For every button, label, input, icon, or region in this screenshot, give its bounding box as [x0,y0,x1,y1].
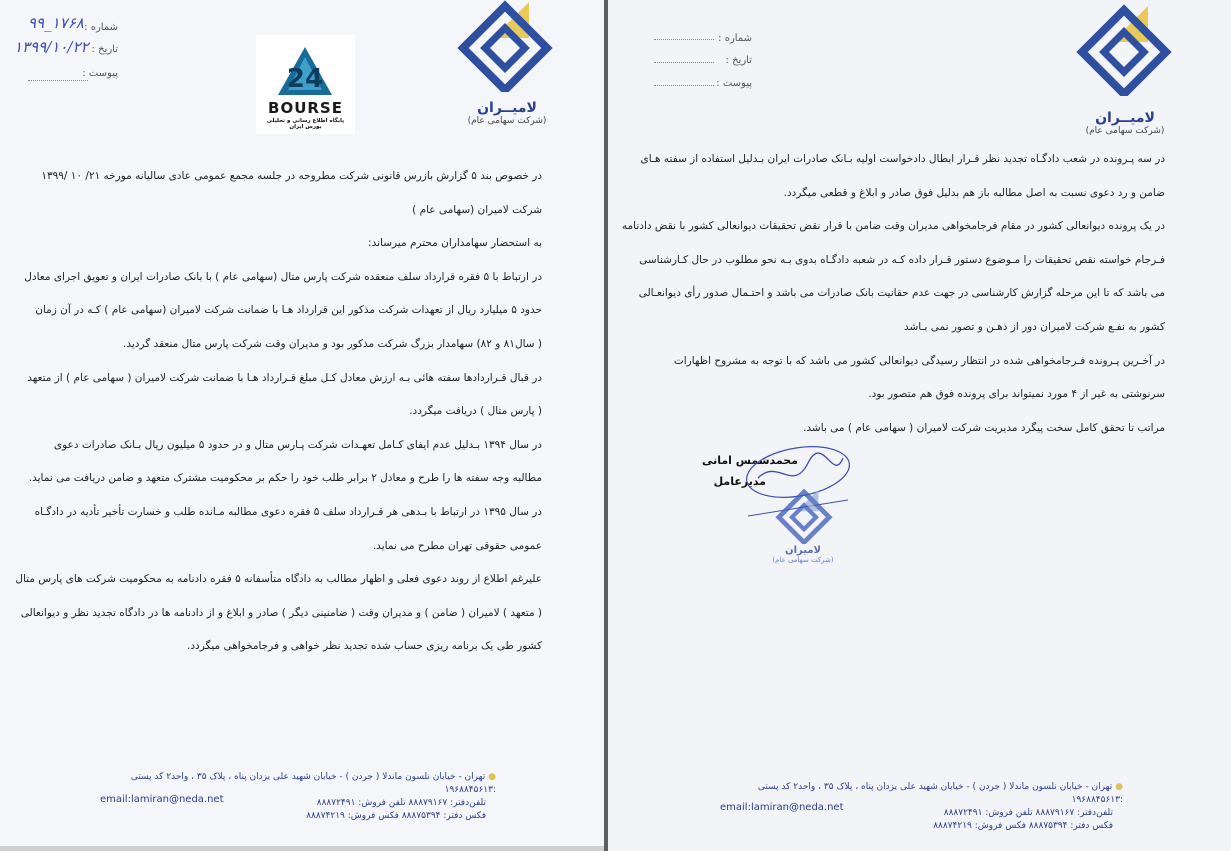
number-line [654,39,714,40]
date-label: تاریخ : [91,44,118,55]
bourse-logo-text: BOURSE [268,99,343,117]
footer-address: تهران - خیابان نلسون ماندلا ( جردن ) - خیابان شهید علی یزدان پناه ، پلاک ۳۵ ، واحد۲ کد پستی :۱۹۶۸۸۴۵۶۱۳ [757,782,1123,805]
bourse-emblem-icon [256,35,355,99]
footer-phones-2: فکس دفتر: ۸۸۸۷۵۳۹۴ فکس فروش: ۸۸۸۷۴۲۱۹ [306,811,486,821]
bourse-tagline: پایگاه اطلاع رسانی و تحلیلی بورس ایران [266,118,345,130]
letter-body [621,143,1165,445]
number-label: شماره : [84,22,118,33]
company-name-block [1080,110,1170,136]
attachment-label: پیوست : [716,78,752,89]
paragraph-line: ( متعهد ) لامیران ( ضامن ) و مدیران وقت ( ضامنینی دیگر ) صادر و ابلاغ و از دادنامه ها در دادگاه تجدید نظر و دیوانعالی [20,606,542,619]
handwritten-date: ۱۳۹۹/۱۰/۲۲ [14,38,89,56]
paragraph-line: حدود ۵ میلیارد ریال از تعهدات شرکت مذکور این قرارداد هـا با ضمانت شرکت لامیران (سهامی عام ) کـه در آن زمان [35,304,542,317]
paragraph-line: در ارتباط با ۵ فقره قرارداد سلف منعقده شرکت پارس متال (سهامی عام ) با بانک صادرات ایران و تعویق اجرای معادل [24,270,542,283]
company-name: لامیــران [477,100,537,116]
footer-phones-1: تلفن‌دفتر: ۸۸۸۷۹۱۶۷ تلفن فروش: ۸۸۸۷۲۴۹۱ [943,808,1113,818]
footer-address: تهران - خیابان نلسون ماندلا ( جردن ) - خیابان شهید علی یزدان پناه ، پلاک ۳۵ ، واحد۲ کد پستی :۱۹۶۸۸۴۵۶۱۳ [130,772,496,795]
attachment-line [654,85,714,86]
letter-page-1 [0,0,604,846]
paragraph-line: کشور به نفـع شرکت لامیران دور از ذهـن و تصور نمی بـاشد [903,320,1165,333]
paragraph-line: مطالبه وجه سفته ها را طرح و معادل ۲ برابر طلب خود را حکم بر محکومیت مشترک متعهد و ضامن دریافت می نماید. [28,472,542,485]
attachment-line [28,80,88,81]
paragraph-line: شرکت لامیران (سهامی عام ) [412,203,542,216]
paragraph-line: در سه پـرونده در شعب دادگـاه تجدید نظر قـرار ابطال دادخواست اولیه بـانک صادرات ایران بـدلیل استفاده از سفته هـای [640,153,1165,165]
date-label: تاریخ : [725,55,752,66]
attachment-label: پیوست : [82,68,118,79]
signatory-title: مدیرعامل [713,475,766,488]
paragraph-line: در سال ۱۳۹۵ در ارتباط با بـدهی هر قـرارداد سلف ۵ فقره دعوی مطالبه مـانده طلب و خسارت تأخیر تأدیه در دادگـاه [34,505,542,518]
company-name-block [462,100,552,126]
paragraph-line: کشور طی یک برنامه ریزی حساب شده تجدید نظر خواهی و فرجامخواهی میگردد. [187,640,542,653]
company-stamp-icon [774,488,834,544]
letter-page-2 [608,0,1231,851]
company-name: لامیــران [1095,110,1155,126]
bullet-icon: ● [1112,782,1123,792]
footer-phones-2: فکس دفتر: ۸۸۸۷۵۳۹۴ فکس فروش: ۸۸۸۷۴۲۱۹ [933,821,1113,831]
paragraph-line: علیرغم اطلاع از روند دعوی فعلی و اظهار مطالب به دادگاه متأسفانه ۵ فقره دادنامه به محکومیت شرکت های پارس متال [15,573,542,586]
stamp-name: لامیران [785,545,821,556]
footer-email: email:lamiran@neda.net [720,802,844,813]
paragraph-line: در آخـرین پـرونده فـرجامخواهی شده در انتظار رسیدگی دیوانعالی کشور می باشد که با توجه به مشروح اظهارات [673,354,1165,367]
stamp-text-block [768,545,838,564]
lamiran-logo-icon [455,0,555,92]
footer-phones-1: تلفن‌دفتر: ۸۸۸۷۹۱۶۷ تلفن فروش: ۸۸۸۷۲۴۹۱ [316,798,486,808]
paragraph-line: ( پارس متال ) دریافت میگردد. [409,405,542,418]
paragraph-line: می باشد که تا این مرحله گزارش کارشناسی در جهت عدم حقانیت بانک صادرات می باشد و احتـمال صدور رأی دیوانعـالی [638,287,1165,300]
paragraph-line: ضامن و رد دعوی نسبت به اصل مطالبه باز هم بدلیل فوق صادر و ابلاغ و قطعی میگردد. [783,186,1165,199]
company-type: (شرکت سهامی عام) [1085,126,1165,136]
paragraph-line: سرنوشتی به غیر از ۴ مورد نمیتواند برای پرونده فوق هم متصور بود. [868,388,1165,401]
handwritten-number: ۹۹_۱۷۶۸ [28,14,84,32]
company-type: (شرکت سهامی عام) [467,116,547,126]
bullet-icon: ● [485,772,496,782]
signatory-name: محمدشمس امانی [701,454,798,467]
footer-email: email:lamiran@neda.net [100,794,224,805]
lamiran-logo-icon [1074,4,1174,96]
date-line [654,62,714,63]
paragraph-line: در خصوص بند ۵ گزارش بازرس قانونی شرکت مطروحه در جلسه مجمع عمومی عادی سالیانه مورخه ۲۱/ ۱۰ /۱۳۹۹ [41,170,542,182]
paragraph-line: در یک پرونده دیوانعالی کشور در مقام فرجامخواهی مدیران وقت ضامن با قرار نقض تحقیقات دیوانعالی کشور با نقض دادنامه [621,220,1165,233]
bourse-logo [256,35,355,134]
stamp-sub: (شرکت سهامی عام) [772,556,834,564]
paragraph-line: در قبال قـراردادها سفته هائی بـه ارزش معادل کـل مبلغ قـرارداد هـا با ضمانت شرکت لامیران ( سهامی عام ) از متعهد [27,371,542,384]
paragraph-line: مراتب تا تحقق کامل سخت پیگرد مدیریت شرکت لامیران ( سهامی عام ) می باشد. [803,421,1165,434]
paragraph-line: ( سال۸۱ و ۸۲) سهامدار بزرگ شرکت مذکور بود و مدیران وقت شرکت پارس متال منعقد گردید. [123,337,542,350]
paragraph-line: عمومی حقوقی تهران مطرح می نماید. [372,539,542,552]
svg-text:24: 24 [286,64,324,94]
paragraph-line: فـرجام خواسته نقص تحقیقات را مـوضوع دستور قـرار داده کـه در شعبه دادگـاه بدوی بـه نحو مطلوب در حال کـارشناسی [639,253,1165,266]
number-label: شماره : [718,33,752,44]
letter-body [15,160,542,664]
paragraph-line: به استحضار سهامداران محترم میرساند: [368,237,542,250]
paragraph-line: در سال ۱۳۹۴ بـدلیل عدم ایفای کـامل تعهـدات شرکت پـارس متال و در حدود ۵ میلیون ریال بـانک صادرات دعوی [53,438,542,451]
